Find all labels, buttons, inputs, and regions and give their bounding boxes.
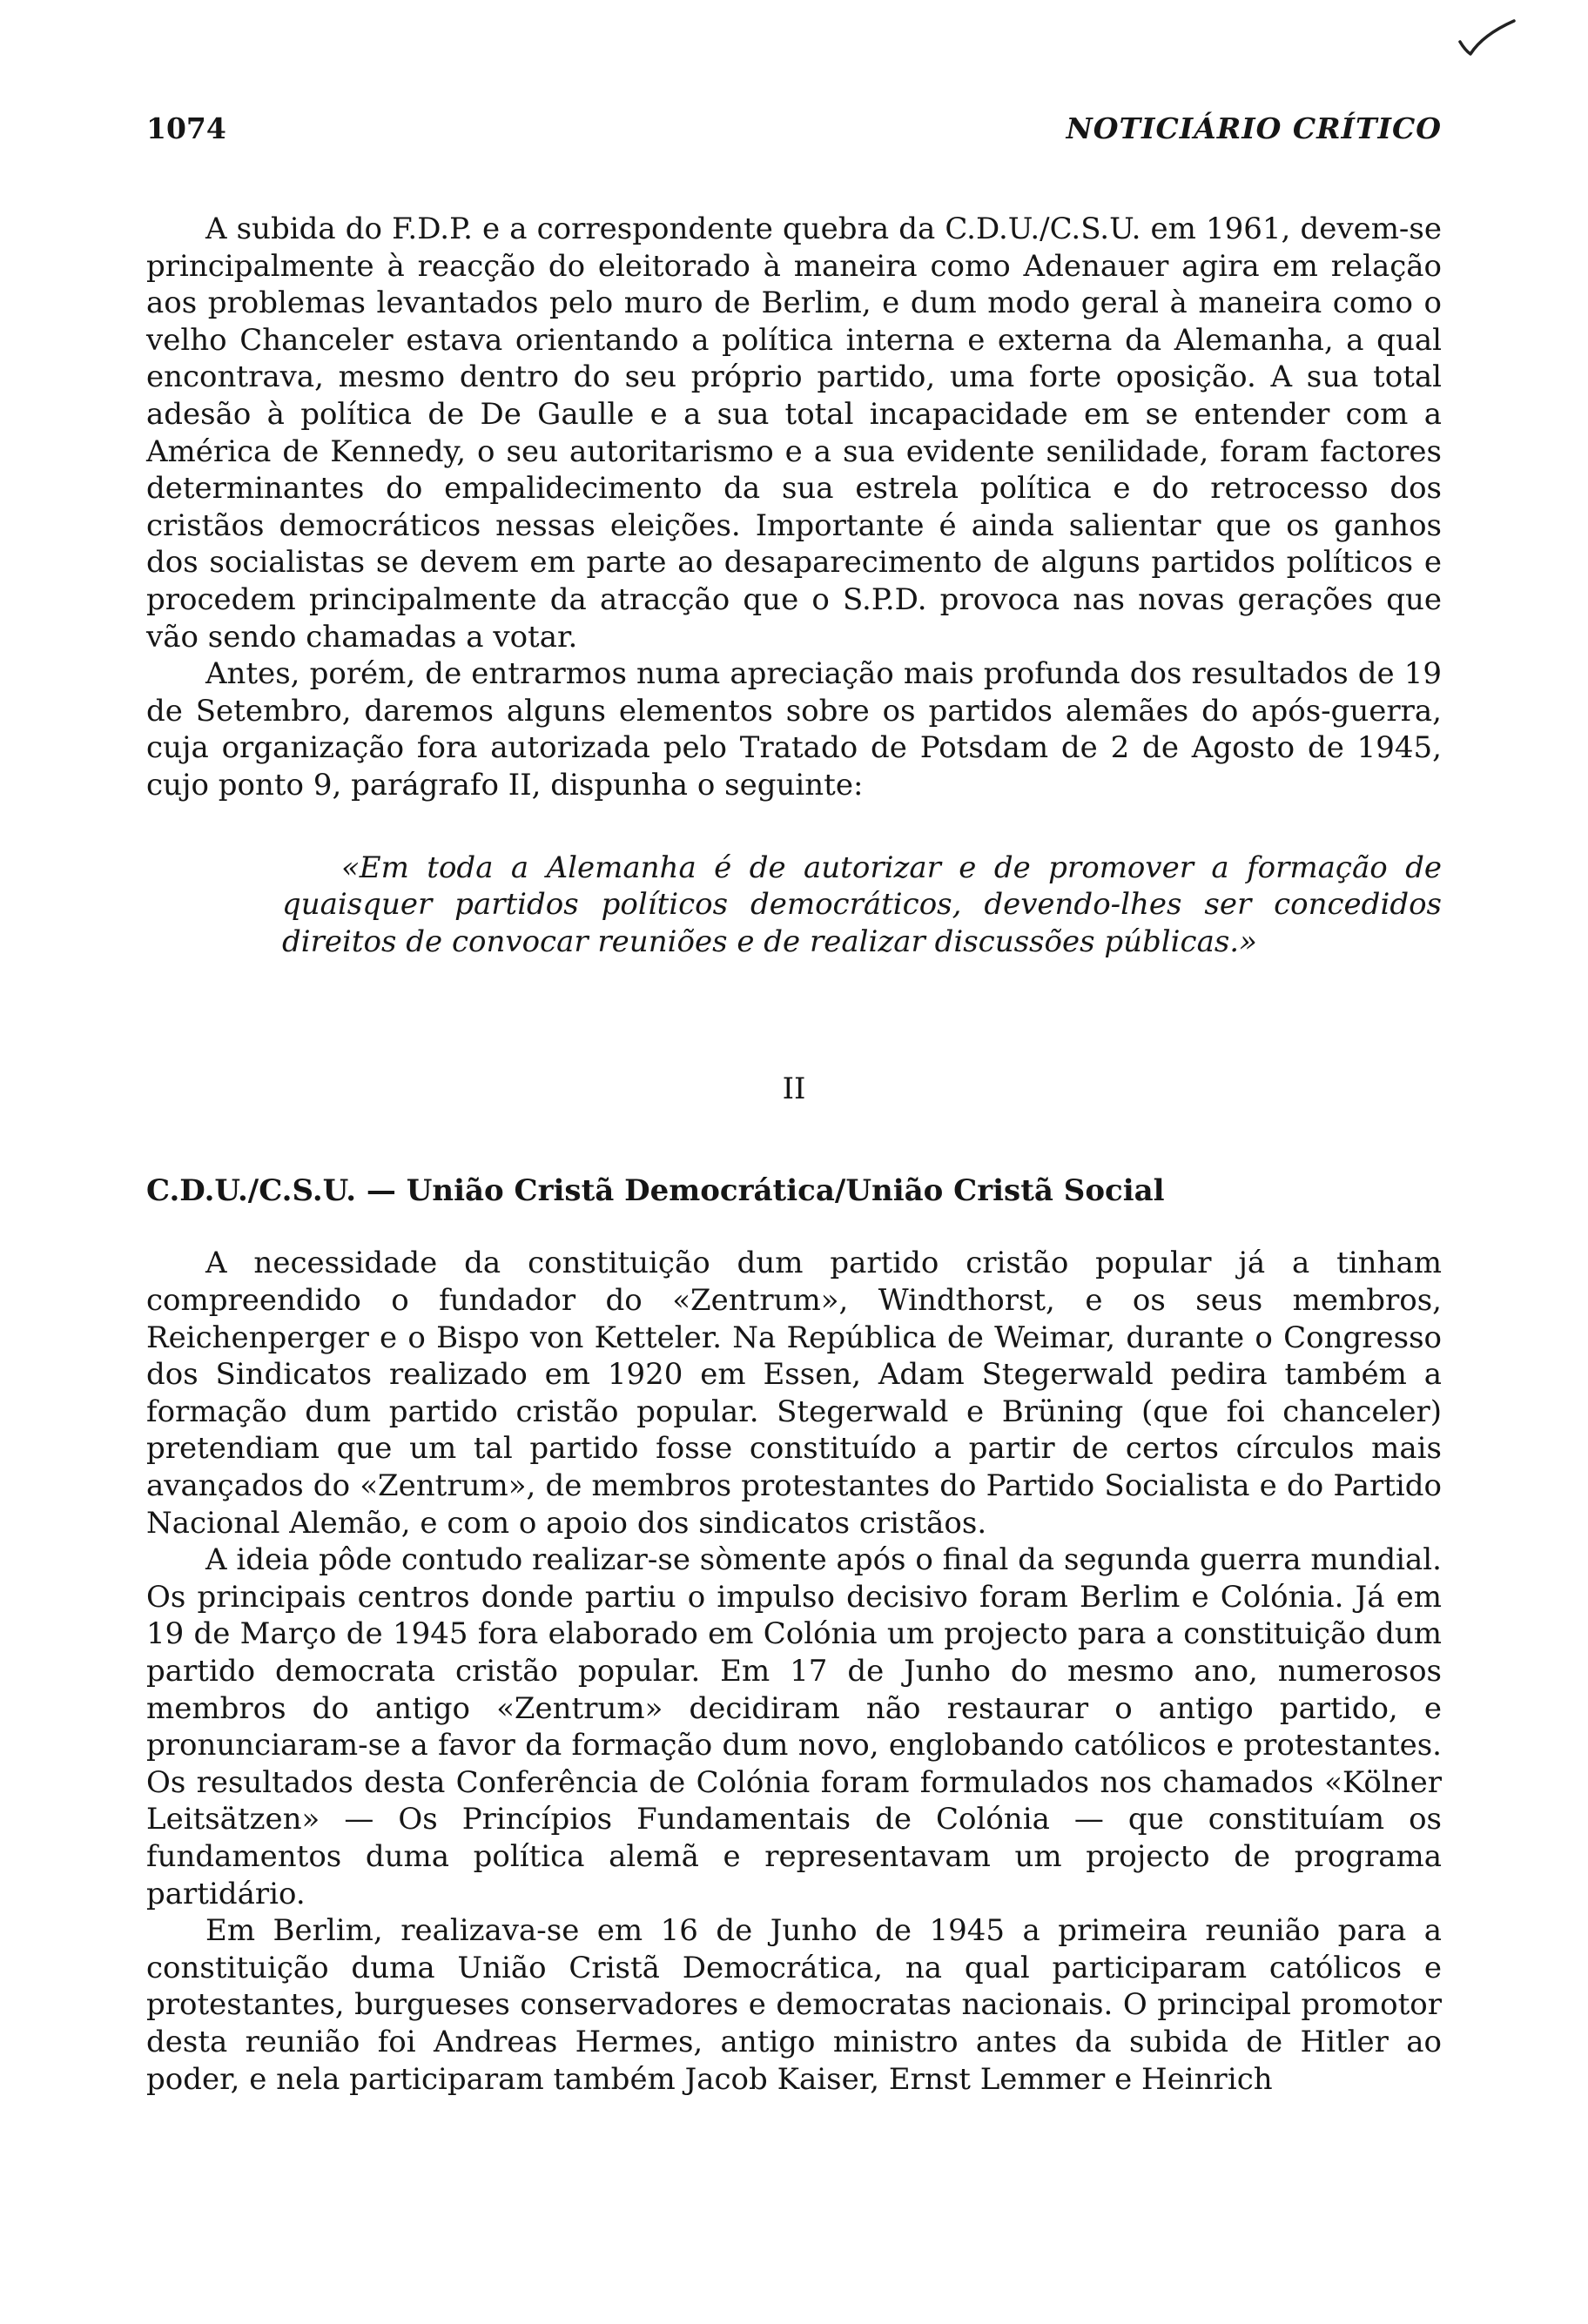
running-title: NOTICIÁRIO CRÍTICO [1066, 111, 1442, 145]
page-number: 1074 [146, 111, 226, 145]
section-heading: C.D.U./C.S.U. — União Cristã Democrática/União Cristã Social [146, 1172, 1165, 1208]
section-body [146, 1245, 1442, 2098]
paragraph-fdp-rise: A subida do F.D.P. e a correspondente quebra da C.D.U./C.S.U. em 1961, devem-se principalmente à reacção do eleitorado à maneira como Adenauer agira em relação aos problemas levantados pelo muro de Berlim, e dum modo geral à maneira como o velho Chanceler estava orientando a política interna e externa da Alemanha, a qual encontrava, mesmo dentro do seu próprio partido, uma forte oposição. A sua total adesão à política de De Gaulle e a sua total incapacidade em se entender com a América de Kennedy, o seu autoritarismo e a sua evidente senilidade, foram factores determinantes do empalidecimento da sua estrela política e do retrocesso dos cristãos democráticos nessas eleições. Importante é ainda salientar que os ganhos dos socialistas se devem em parte ao desaparecimento de alguns partidos políticos e procedem principalmente da atracção que o S.P.D. provoca nas novas gerações que vão sendo chamadas a votar. [146, 212, 1442, 655]
paragraph-potsdam-intro: Antes, porém, de entrarmos numa apreciação mais profunda dos resultados de 19 de Setembro, daremos alguns elementos sobre os partidos alemães do após-guerra, cuja organização fora autorizada pelo Tratado de Potsdam de 2 de Agosto de 1945, cujo ponto 9, parágrafo II, dispunha o seguinte: [146, 656, 1442, 803]
document-page [146, 0, 1442, 2324]
paragraph-cologne: A ideia pôde contudo realizar-se sòmente após o final da segunda guerra mundial. Os principais centros donde partiu o impulso decisivo foram Berlim e Colónia. Já em 19 de Março de 1945 fora elaborado em Colónia um projecto para a constituição dum partido democrata cristão popular. Em 17 de Junho do mesmo ano, numerosos membros do antigo «Zentrum» decidiram não restaurar o antigo partido, e pronunciaram-se a favor da formação dum novo, englobando católicos e protestantes. Os resultados desta Conferência de Colónia foram formulados nos chamados «Kölner Leitsätzen» — Os Princípios Fundamentais de Colónia — que constituíam os fundamentos duma política alemã e representavam um projecto de programa partidário. [146, 1542, 1442, 1911]
section-number: II [782, 1071, 806, 1107]
paragraph-zentrum: A necessidade da constituição dum partido cristão popular já a tinham compreendido o fundador do «Zentrum», Windthorst, e os seus membros, Reichenperger e o Bispo von Ketteler. Na República de Weimar, durante o Congresso dos Sindicatos realizado em 1920 em Essen, Adam Stegerwald pedira também a formação dum partido cristão popular. Stegerwald e Brüning (que foi chanceler) pretendiam que um tal partido fosse constituído a partir de certos círculos mais avançados do «Zentrum», de membros protestantes do Partido Socialista e do Partido Nacional Alemão, e com o apoio dos sindicatos cristãos. [146, 1246, 1442, 1541]
paragraph-berlin: Em Berlim, realizava-se em 16 de Junho de 1945 a primeira reunião para a constituição duma União Cristã Democrática, na qual participaram católicos e protestantes, burgueses conservadores e democratas nacionais. O principal promotor desta reunião foi Andreas Hermes, antigo ministro antes da subida de Hitler ao poder, e nela participaram também Jacob Kaiser, Ernst Lemmer e Heinrich [146, 1913, 1442, 2097]
body-text [146, 211, 1442, 2098]
potsdam-quote: «Em toda a Alemanha é de autorizar e de promover a formação de quaisquer partidos políticos democráticos, devendo-lhes ser concedidos direitos de convocar reuniões e de realizar discussões públicas.» [282, 850, 1442, 959]
handwritten-check-mark-icon [1457, 16, 1517, 59]
page-header [146, 111, 1442, 164]
